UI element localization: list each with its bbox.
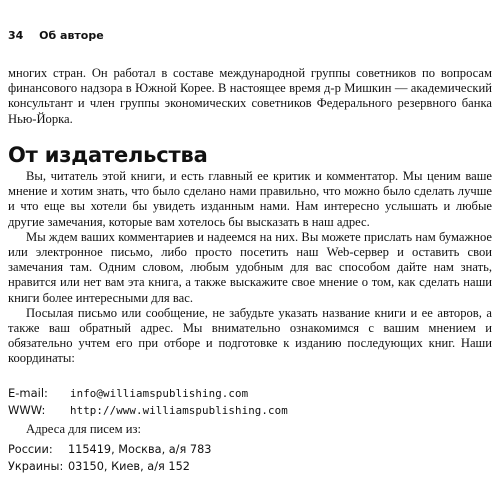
contact-row-www — [8, 402, 288, 419]
contact-row-email — [8, 385, 288, 402]
contact-block — [8, 385, 288, 419]
section-heading: От издательства — [8, 143, 208, 167]
paragraph: Посылая письмо или сообщение, не забудьте указать название книги и ее авторов, а также ваш обратный адрес. Мы внимательно ознакомимся с вашим мнением и обязательно учтем его при отборе и подготовке к изданию последующих книг. Наши координаты: — [8, 305, 492, 366]
email-value: info@williamspublishing.com — [70, 387, 249, 400]
continuation-text: многих стран. Он работал в составе международной группы советников по вопросам финансового надзора в Южной Корее. В настоящее время д-р Мишкин — академический консультант и член группы экономических советников Федерального резервного банка Нью-Йорка. — [8, 66, 492, 126]
email-label: E-mail: — [8, 386, 48, 400]
russia-label: России: — [8, 443, 53, 456]
page-number: 34 — [8, 29, 24, 42]
body-text — [8, 169, 492, 367]
paragraph: Вы, читатель этой книги, и есть главный ее критик и комментатор. Мы ценим ваше мнение и хотим знать, что было сделано нами правильно, что можно было сделать лучше и что еще вы хотели бы увидеть изданным нами. Нам интересно услышать и любые другие замечания, которые вам хотелось бы высказать в наш адрес. — [8, 169, 492, 229]
address-row-russia — [8, 441, 211, 458]
addresses-heading: Адреса для писем из: — [26, 422, 141, 436]
russia-address: 115419, Москва, а/я 783 — [68, 443, 212, 456]
running-header — [8, 29, 104, 42]
ukraine-address: 03150, Киев, а/я 152 — [68, 460, 190, 473]
www-label: WWW: — [8, 403, 46, 417]
paragraph: Мы ждем ваших комментариев и надеемся на них. Вы можете прислать нам бумажное или электронное письмо, либо просто посетить наш Web-сервер и оставить свои замечания там. Одним словом, любым удобным для вас способом дайте нам знать, нравится или нет вам эта книга, а также выскажите свое мнение о том, как сделать наши книги более интересными для вас. — [8, 229, 492, 305]
section-title: Об авторе — [39, 29, 104, 42]
ukraine-label: Украины: — [8, 460, 64, 473]
continuation-paragraph — [8, 66, 492, 127]
address-row-ukraine — [8, 458, 211, 475]
www-value: http://www.williamspublishing.com — [70, 404, 288, 417]
address-block — [8, 441, 211, 475]
